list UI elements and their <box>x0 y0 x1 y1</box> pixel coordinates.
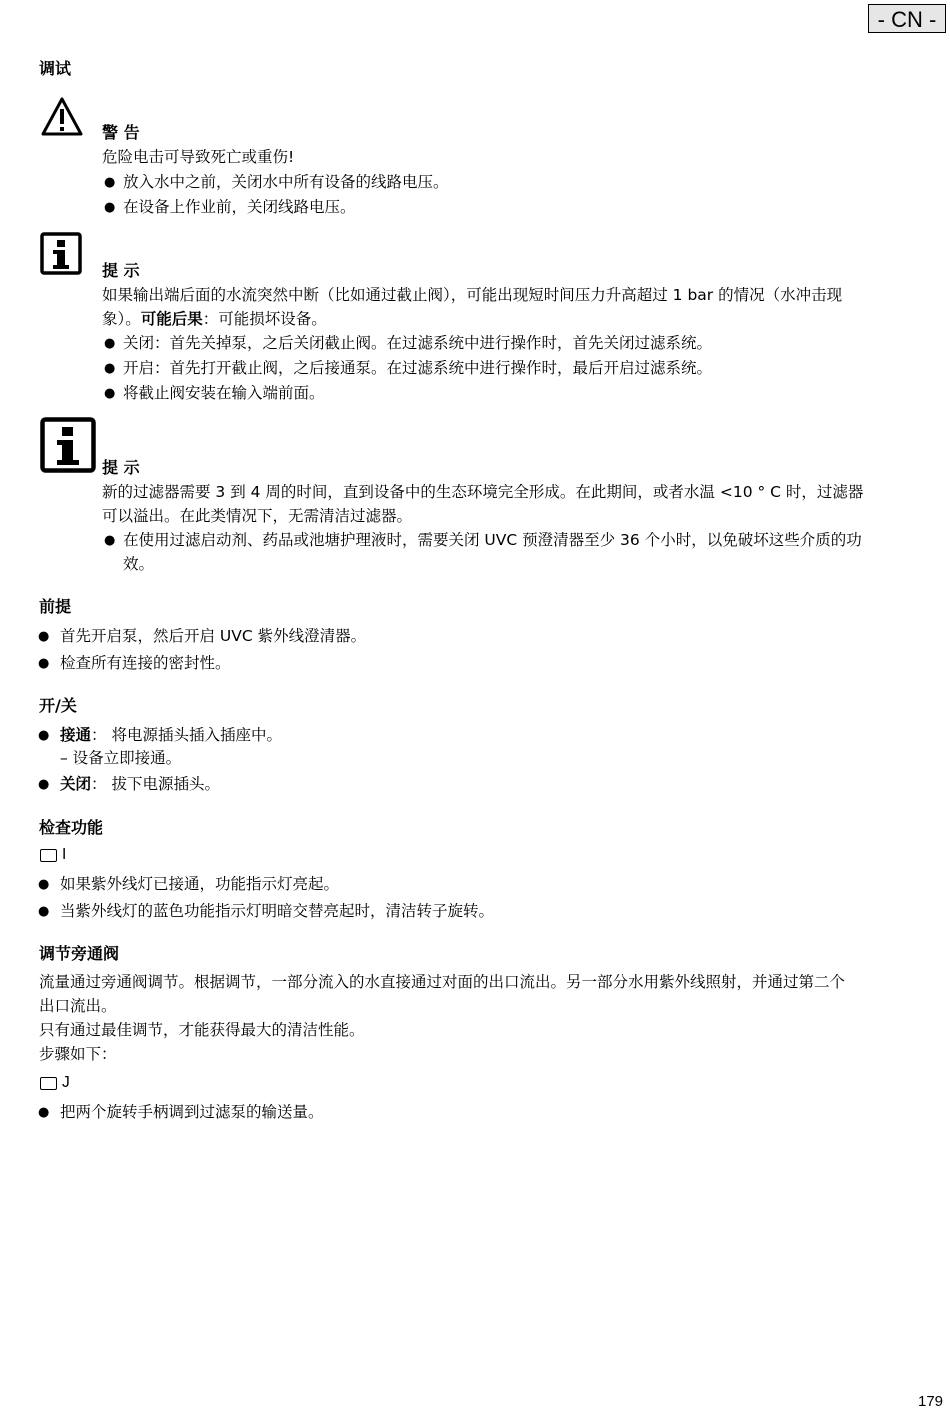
bypass-text-line2: 出口流出。 <box>39 997 117 1015</box>
check-bullet: 当紫外线灯的蓝色功能指示灯明暗交替亮起时，清洁转子旋转。 <box>60 902 495 920</box>
note1-heading: 提 示 <box>102 261 140 280</box>
bullet-icon: ● <box>38 904 50 919</box>
warning-heading: 警 告 <box>102 123 140 142</box>
bullet-icon: ● <box>38 1105 50 1120</box>
note1-bullet: 将截止阀安装在输入端前面。 <box>123 384 325 402</box>
bullet-icon: ● <box>38 728 50 743</box>
bullet-icon: ● <box>38 777 50 792</box>
bullet-icon: ● <box>38 629 50 644</box>
bypass-bullet: 把两个旋转手柄调到过滤泵的输送量。 <box>60 1103 324 1121</box>
bullet-icon: ● <box>104 361 116 376</box>
note2-bullet: 在使用过滤启动剂、药品或池塘护理液时，需要关闭 UVC 预澄清器至少 36 个小时，以免破坏这些介质的功 <box>123 531 862 549</box>
language-tag: - CN - <box>868 4 946 33</box>
figure-reference-icon <box>40 1077 57 1090</box>
figure-reference-icon <box>40 849 57 862</box>
note2-text: 新的过滤器需要 3 到 4 周的时间，直到设备中的生态环境完全形成。在此期间，或者水温 <10 ° C 时，过滤器 <box>102 483 864 501</box>
bullet-icon: ● <box>104 336 116 351</box>
off-instruction: 关闭： 拔下电源插头。 <box>60 775 220 793</box>
note1-bullet: 开启：首先打开截止阀，之后接通泵。在过滤系统中进行操作时，最后开启过滤系统。 <box>123 359 713 377</box>
bullet-icon: ● <box>104 175 116 190</box>
note2-text-line2: 可以溢出。在此类情况下，无需清洁过滤器。 <box>102 507 413 525</box>
figure-reference: I <box>62 846 67 863</box>
section-heading-check: 检查功能 <box>39 818 104 837</box>
warning-icon <box>40 96 84 138</box>
page-number: 179 <box>918 1393 944 1410</box>
check-bullet: 如果紫外线灯已接通，功能指示灯亮起。 <box>60 875 340 893</box>
figure-reference: J <box>62 1074 70 1091</box>
bullet-icon: ● <box>38 656 50 671</box>
warning-bullet: 放入水中之前，关闭水中所有设备的线路电压。 <box>123 173 449 191</box>
prereq-bullet: 首先开启泵，然后开启 UVC 紫外线澄清器。 <box>60 627 367 645</box>
prereq-bullet: 检查所有连接的密封性。 <box>60 654 231 672</box>
bullet-icon: ● <box>38 877 50 892</box>
bypass-text-line4: 步骤如下： <box>39 1045 117 1063</box>
section-heading-bypass: 调节旁通阀 <box>39 944 120 963</box>
page-title: 调试 <box>39 59 72 78</box>
bypass-text: 流量通过旁通阀调节。根据调节，一部分流入的水直接通过对面的出口流出。另一部分水用紫外线照射，并通过第二个 <box>39 973 846 991</box>
on-instruction: 接通： 将电源插头插入插座中。 <box>60 726 282 744</box>
section-heading-prereq: 前提 <box>39 597 72 616</box>
info-icon <box>40 232 82 275</box>
note1-text-line2: 象）。可能后果：可能损坏设备。 <box>102 310 327 328</box>
bullet-icon: ● <box>104 386 116 401</box>
bypass-text-line3: 只有通过最佳调节，才能获得最大的清洁性能。 <box>39 1021 365 1039</box>
on-result: – 设备立即接通。 <box>60 749 182 767</box>
warning-text: 危险电击可导致死亡或重伤! <box>102 148 295 166</box>
info-icon <box>40 417 96 473</box>
section-heading-onoff: 开/关 <box>39 696 77 715</box>
bullet-icon: ● <box>104 200 116 215</box>
note1-bullet: 关闭：首先关掉泵，之后关闭截止阀。在过滤系统中进行操作时，首先关闭过滤系统。 <box>123 334 713 352</box>
warning-bullet: 在设备上作业前，关闭线路电压。 <box>123 198 356 216</box>
note2-heading: 提 示 <box>102 458 140 477</box>
bullet-icon: ● <box>104 533 116 548</box>
note2-bullet-line2: 效。 <box>123 555 155 573</box>
note1-text: 如果输出端后面的水流突然中断（比如通过截止阀），可能出现短时间压力升高超过 1 bar 的情况（水冲击现 <box>102 286 843 304</box>
